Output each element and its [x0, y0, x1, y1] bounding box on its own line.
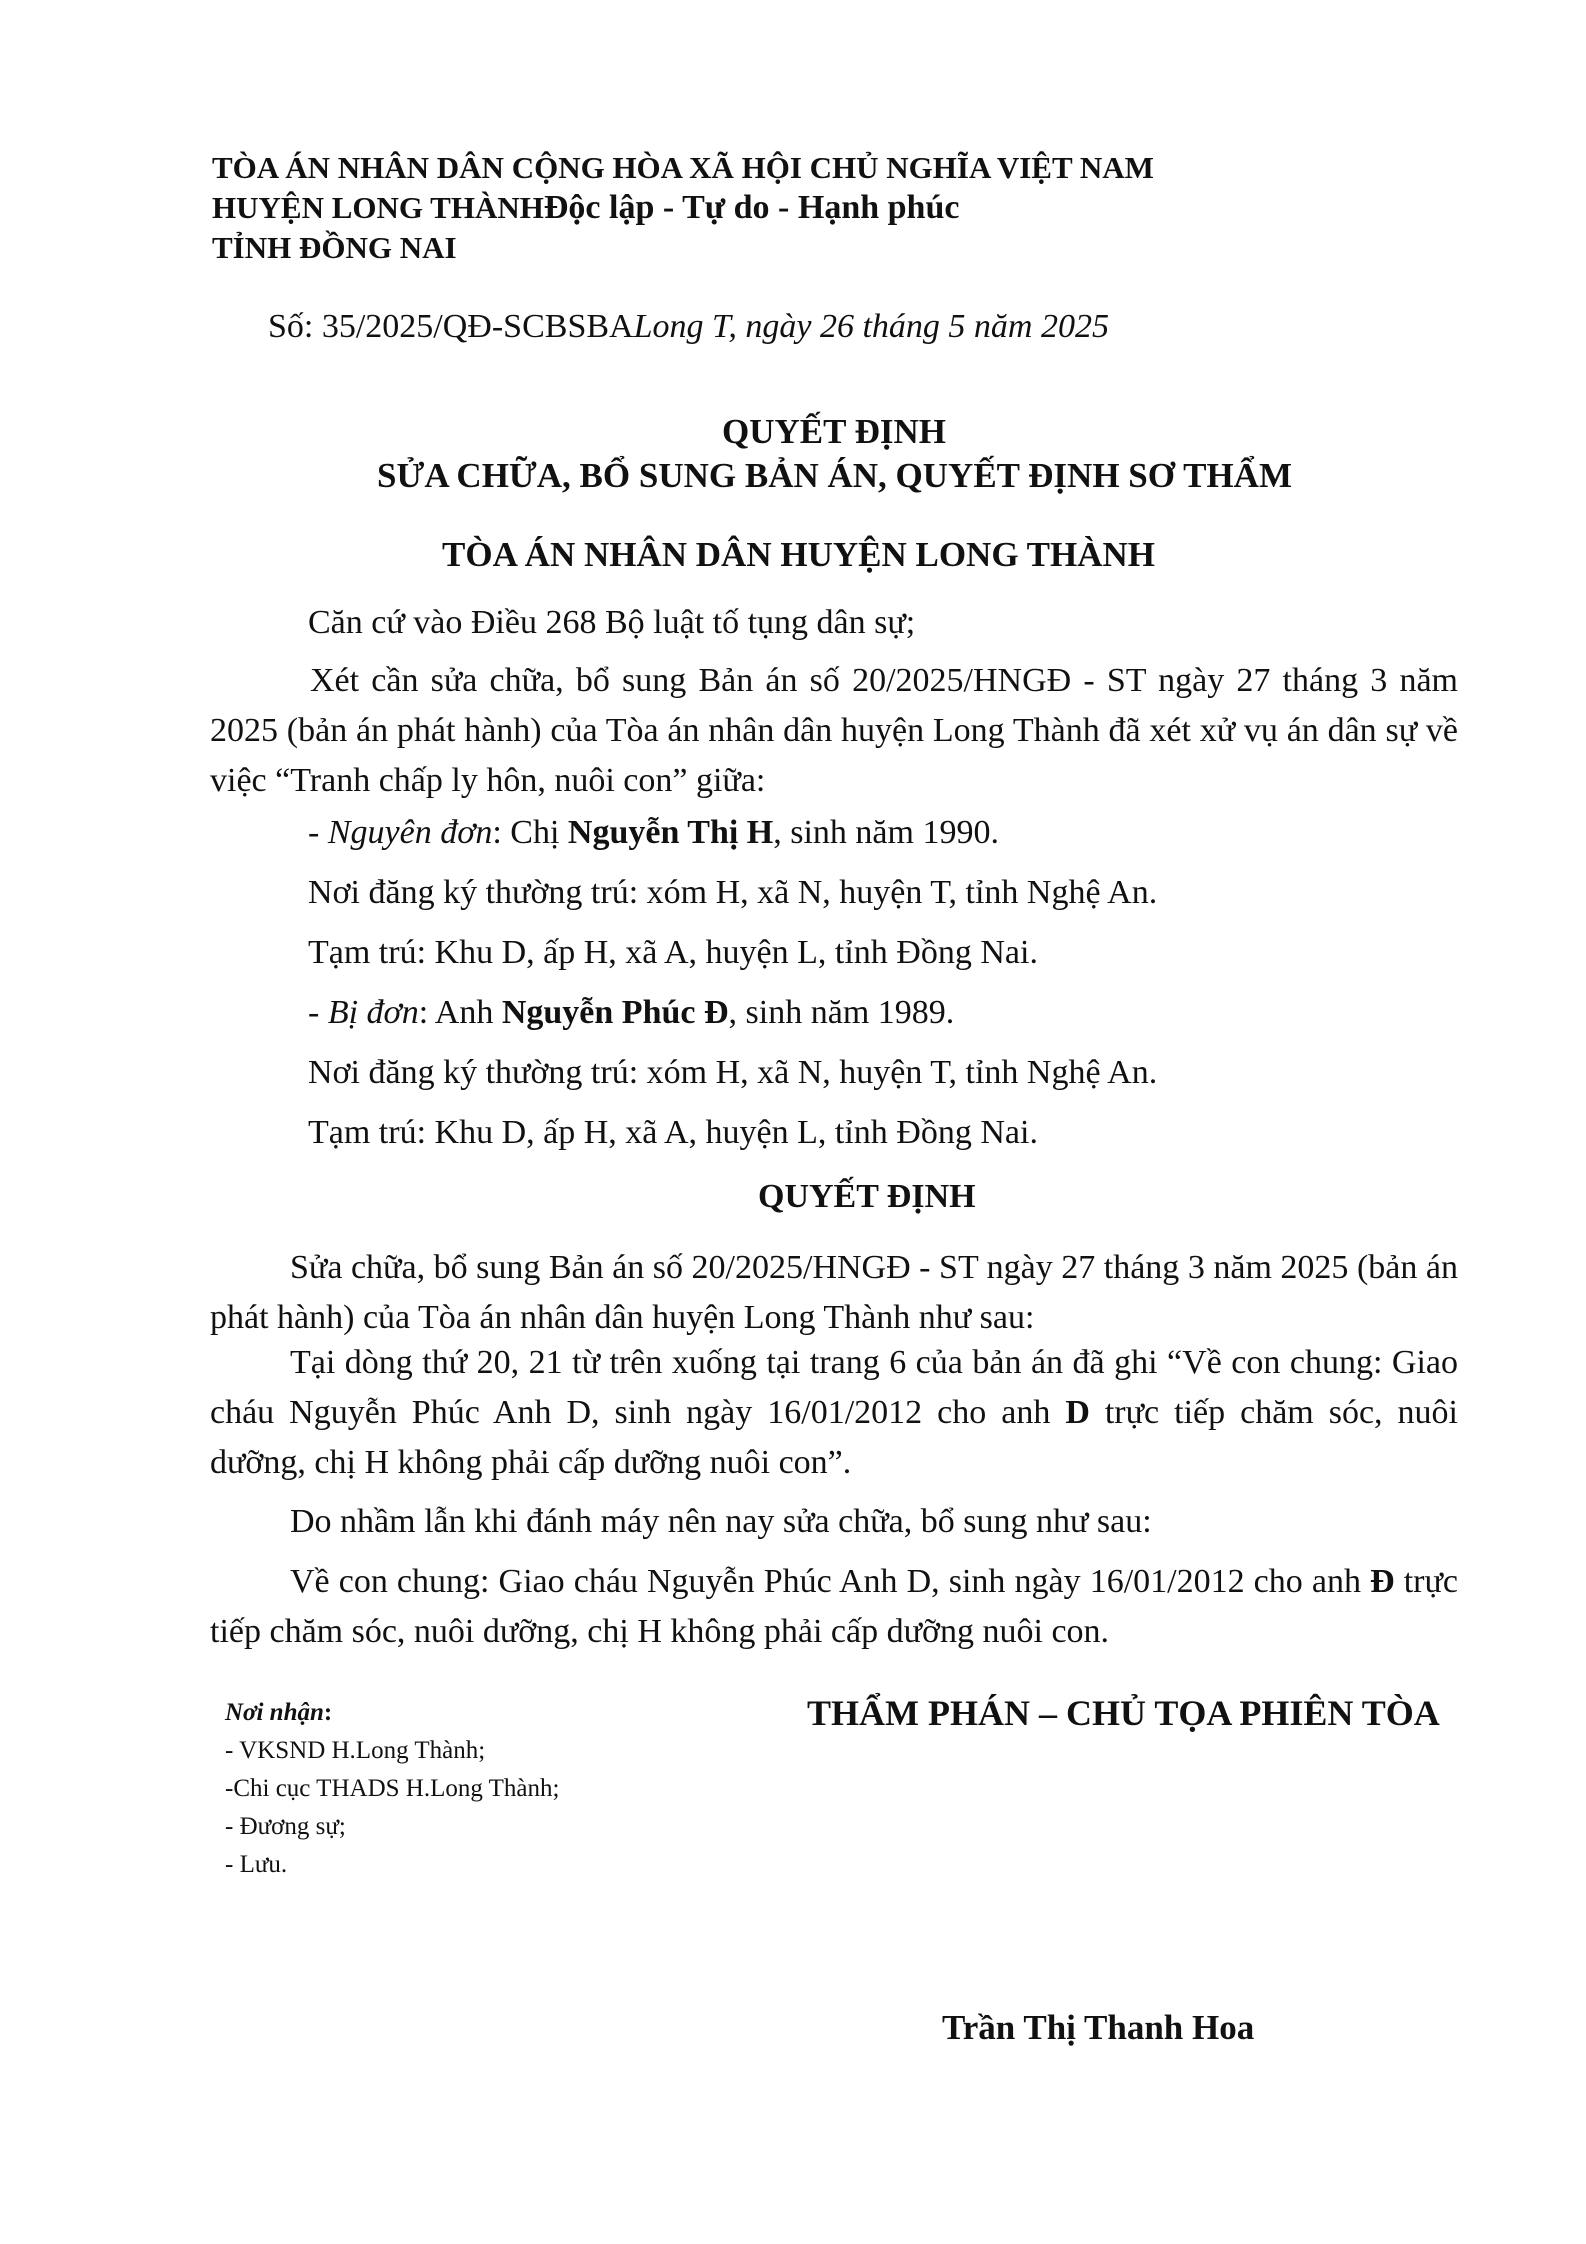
- plaintiff-label: Nguyên đơn: [327, 814, 493, 851]
- decision-p4-text-a: Về con chung: Giao cháu Nguyễn Phúc Anh D, sinh ngày 16/01/2012 cho anh: [290, 1563, 1371, 1600]
- decision-p2-text-a: Tại dòng thứ 20, 21 từ trên xuống tại trang 6 của bản án đã ghi “Về con chung: Giao cháu Nguyễn Phúc Anh D, sinh ngày 16/01/2012 cho anh: [210, 1344, 1458, 1431]
- defendant-residence: Nơi đăng ký thường trú: xóm H, xã N, huyện T, tỉnh Nghệ An.: [308, 1054, 1158, 1091]
- plaintiff-residence: Nơi đăng ký thường trú: xóm H, xã N, huyện T, tỉnh Nghệ An.: [308, 874, 1158, 911]
- plaintiff-temp-residence: Tạm trú: Khu D, ấp H, xã A, huyện L, tỉnh Đồng Nai.: [308, 934, 1038, 971]
- recipients-label: Nơi nhận: [225, 1699, 324, 1726]
- signature-title: THẨM PHÁN – CHỦ TỌA PHIÊN TÒA: [807, 1693, 1440, 1733]
- decision-paragraph-4: [210, 1557, 1458, 1657]
- place-date: Long T, ngày 26 tháng 5 năm 2025: [633, 308, 1109, 345]
- recipient-item: - Đương sự;: [225, 1813, 346, 1840]
- issuer-name: TÒA ÁN NHÂN DÂN HUYỆN LONG THÀNH: [442, 535, 1156, 574]
- nation-name: CỘNG HÒA XÃ HỘI CHỦ NGHĨA VIỆT NAM: [511, 150, 1154, 185]
- plaintiff-line: - Nguyên đơn: Chị Nguyễn Thị H, sinh năm 1990.: [308, 814, 999, 851]
- decision-p2-text-b: trực tiếp chăm sóc, nuôi dưỡng, chị H không phải cấp dưỡng nuôi con”.: [210, 1394, 1458, 1481]
- recipients-block: [225, 1694, 559, 1884]
- defendant-label: Bị đơn: [327, 994, 419, 1031]
- decision-p4-text-b: trực tiếp chăm sóc, nuôi dưỡng, chị H không phải cấp dưỡng nuôi con.: [210, 1563, 1458, 1650]
- plaintiff-birth: , sinh năm 1990.: [773, 814, 999, 851]
- plaintiff-prefix: Chị: [510, 814, 560, 851]
- header-court-line2: [212, 188, 959, 228]
- plaintiff-name: Nguyễn Thị H: [567, 814, 774, 851]
- court-name-line1: TÒA ÁN NHÂN DÂN: [212, 150, 504, 185]
- defendant-name: Nguyễn Phúc Đ: [501, 994, 729, 1031]
- court-name-line2: HUYỆN LONG THÀNH: [212, 190, 544, 225]
- decision-paragraph-2: [210, 1338, 1458, 1488]
- recipients-label-line: Nơi nhận:: [225, 1699, 333, 1726]
- recipient-item: - VKSND H.Long Thành;: [225, 1737, 486, 1764]
- nation-motto: Độc lập - Tự do - Hạnh phúc: [543, 189, 960, 226]
- decision-paragraph-1: Sửa chữa, bổ sung Bản án số 20/2025/HNGĐ - ST ngày 27 tháng 3 năm 2025 (bản án phát hành) của Tòa án nhân dân huyện Long Thành như sau:: [210, 1249, 1458, 1336]
- recipient-item: -Chi cục THADS H.Long Thành;: [225, 1775, 560, 1802]
- decision-paragraph-3: Do nhầm lẫn khi đánh máy nên nay sửa chữa, bổ sung như sau:: [290, 1503, 1152, 1540]
- signer-name: Trần Thị Thanh Hoa: [942, 2008, 1255, 2047]
- defendant-line: - Bị đơn: Anh Nguyễn Phúc Đ, sinh năm 1989.: [308, 994, 955, 1031]
- defendant-birth: , sinh năm 1989.: [728, 994, 955, 1031]
- decision-p2-bold: D: [1065, 1394, 1090, 1431]
- header-court-line3: [212, 228, 457, 268]
- basis-line: Căn cứ vào Điều 268 Bộ luật tố tụng dân sự;: [308, 604, 916, 641]
- defendant-temp-residence: Tạm trú: Khu D, ấp H, xã A, huyện L, tỉnh Đồng Nai.: [308, 1114, 1038, 1151]
- header-court-line1: [212, 148, 1154, 188]
- decision-p4-bold: Đ: [1370, 1563, 1395, 1600]
- court-name-line3: TỈNH ĐỒNG NAI: [212, 230, 457, 265]
- document-title: QUYẾT ĐỊNH: [722, 412, 946, 451]
- doc-number: Số: 35/2025/QĐ-SCBSBA: [268, 308, 634, 345]
- document-subtitle: SỬA CHỮA, BỔ SUNG BẢN ÁN, QUYẾT ĐỊNH SƠ THẨM: [377, 456, 1292, 495]
- recipient-item: - Lưu.: [225, 1851, 288, 1878]
- consider-paragraph: Xét cần sửa chữa, bổ sung Bản án số 20/2025/HNGĐ - ST ngày 27 tháng 3 năm 2025 (bản án phát hành) của Tòa án nhân dân huyện Long Thành đã xét xử vụ án dân sự về việc “Tranh chấp ly hôn, nuôi con” giữa:: [210, 662, 1458, 799]
- decision-heading: QUYẾT ĐỊNH: [758, 1178, 976, 1215]
- doc-number-line: [268, 302, 1109, 352]
- defendant-prefix: Anh: [434, 994, 494, 1031]
